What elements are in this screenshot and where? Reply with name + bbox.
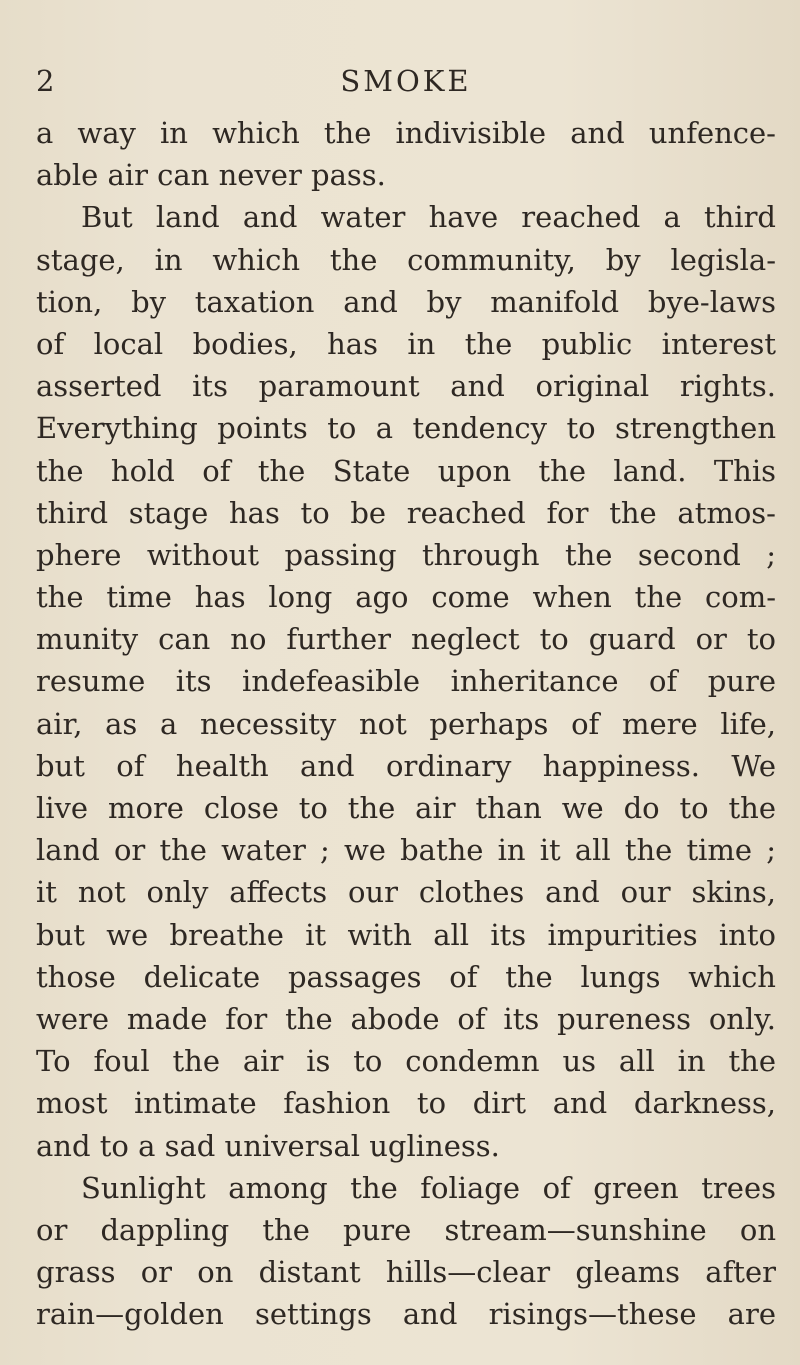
page-number: 2: [36, 64, 56, 98]
text-line: But land and water have reached a third: [81, 200, 776, 235]
text-line: it not only affects our clothes and our skins,: [36, 875, 776, 910]
text-line: rain—golden settings and risings—these are: [36, 1297, 776, 1332]
text-line: third stage has to be reached for the atmos-: [36, 495, 776, 530]
text-line: Sunlight among the foliage of green trees: [81, 1170, 776, 1205]
text-line: of local bodies, has in the public interest: [36, 326, 776, 361]
text-line: most intimate fashion to dirt and darkness,: [36, 1086, 776, 1121]
text-line: munity can no further neglect to guard or to: [36, 622, 776, 657]
running-head: SMOKE: [340, 64, 472, 98]
body-text: [36, 112, 776, 1335]
text-line: but we breathe it with all its impurities into: [36, 917, 776, 952]
text-line: the hold of the State upon the land. This: [36, 453, 776, 488]
text-line: phere without passing through the second ;: [36, 537, 776, 572]
text-line: live more close to the air than we do to the: [36, 791, 776, 825]
text-line: stage, in which the community, by legisla-: [36, 242, 776, 277]
text-line: grass or on distant hills—clear gleams after: [36, 1255, 776, 1290]
text-line: and to a sad universal ugliness.: [36, 1128, 500, 1163]
text-line: able air can never pass.: [36, 158, 386, 193]
text-line: tion, by taxation and by manifold bye-laws: [36, 284, 776, 319]
page-header: [36, 64, 776, 104]
text-line: asserted its paramount and original rights.: [36, 369, 776, 404]
text-line: land or the water ; we bathe in it all the time ;: [36, 833, 776, 868]
text-line: To foul the air is to condemn us all in the: [36, 1044, 776, 1079]
text-line: those delicate passages of the lungs which: [36, 959, 776, 994]
text-line: resume its indefeasible inheritance of pure: [36, 664, 776, 699]
text-line: a way in which the indivisible and unfence-: [36, 116, 776, 150]
text-line: were made for the abode of its pureness only.: [36, 1001, 776, 1036]
text-line: Everything points to a tendency to strengthen: [36, 411, 776, 446]
text-line: but of health and ordinary happiness. We: [36, 748, 776, 783]
text-line: the time has long ago come when the com-: [36, 580, 776, 615]
text-line: air, as a necessity not perhaps of mere life,: [36, 706, 776, 741]
text-line: or dappling the pure stream—sunshine on: [36, 1212, 776, 1247]
